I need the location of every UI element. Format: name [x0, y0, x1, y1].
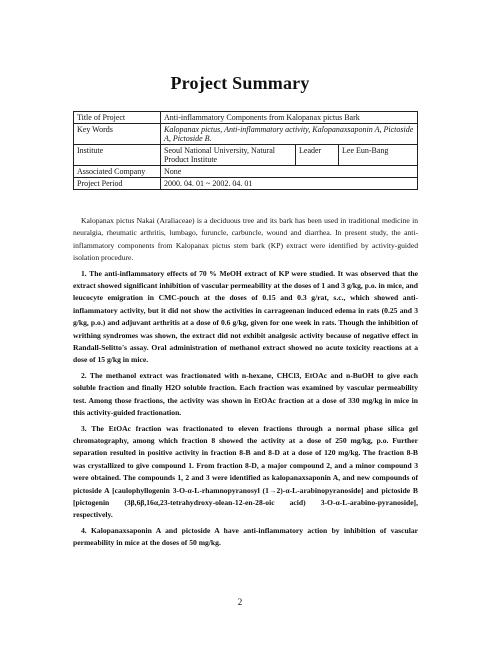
period-label: Project Period	[74, 178, 161, 190]
keywords-label: Key Words	[74, 124, 161, 145]
title-value: Anti-inflammatory Components from Kalopanax pictus Bark	[161, 112, 418, 124]
table-row	[74, 178, 418, 190]
finding-paragraph-4: 4. Kalopanaxsaponin A and pictoside A have anti-inflammatory action by inhibition of vascular permeability in mice at the doses of 50 mg/kg.	[73, 525, 418, 548]
intro-paragraph: Kalopanax pictus Nakai (Araliaceae) is a deciduous tree and its bark has been used in traditional medicine in neuralgia, rheumatic arthritis, lumbago, furuncle, carbuncle, wound and diarrhea. In present study, the anti-inflammatory components from Kalopanax pictus stem bark (KP) extract were identified by activity-guided isolation procedure.	[73, 216, 418, 263]
title-label: Title of Project	[74, 112, 161, 124]
leader-value: Lee Eun-Bang	[339, 145, 418, 166]
period-value: 2000. 04. 01 ~ 2002. 04. 01	[161, 178, 418, 190]
company-value: None	[161, 166, 418, 178]
page-title: Project Summary	[170, 73, 310, 93]
project-summary-table	[73, 111, 418, 190]
summary-body	[73, 215, 418, 553]
table-row	[74, 166, 418, 178]
finding-paragraph-2: 2. The methanol extract was fractionated with n-hexane, CHCl3, EtOAc and n-BuOH to give each soluble fraction and finally H2O soluble fraction. Each fraction was examined by vascular permeability test. Among those fractions, the activity was shown in EtOAc fraction at a dose of 330 mg/kg in mice in this activity-guided fractionation.	[73, 370, 418, 418]
finding-paragraph-1: 1. The anti-inflammatory effects of 70 % MeOH extract of KP were studied. It was observed that the extract showed significant inhibition of vascular permeability at the doses of 1 and 3 g/kg, p.o. in mice, and leucocyte emigration in CMC-pouch at the doses of 0.15 and 0.3 g/rat, s.c., which showed anti-inflammatory activity, but it did not show the activities in carrageenan induced edema in rats (0.25 and 3 g/kg, p.o.) and adjuvant arthritis at a dose of 0.6 g/kg, given for one week in rats. Though the inhibition of writhing syndromes was shown, the extract did not exhibit analgesic activity because of negative effect in Randall-Selitto's assay. Oral administration of methanol extract showed no acute toxicity reactions at a dose of 15 g/kg in mice.	[73, 268, 418, 365]
finding-paragraph-3: 3. The EtOAc fraction was fractionated to eleven fractions through a normal phase silica gel chromatography, among which fraction 8 showed the activity at a dose of 250 mg/kg, p.o. Further separation resulted in positive activity in fraction 8-B and 8-D at a dose of 120 mg/kg. The fraction 8-B was crystallized to give compound 1. From fraction 8-D, a major compound 2, and a minor compound 3 were obtained. The compounds 1, 2 and 3 were identified as kalopanaxsaponin A, and new compounds of pictoside A [caulophyllogenin 3-O-α-L-rhamnopyranosyl (1→2)-α-L-arabinopyranoside] and pictoside B [pictogenin (3β,6β,16α,23-tetrahydroxy-olean-12-en-28-oic acid) 3-O-α-L-arabino-pyranoside], respectively.	[73, 423, 418, 520]
table-row	[74, 112, 418, 124]
page-number: 2	[237, 597, 243, 607]
table-row	[74, 124, 418, 145]
institute-label: Institute	[74, 145, 161, 166]
leader-label: Leader	[296, 145, 339, 166]
company-label: Associated Company	[74, 166, 161, 178]
keywords-value: Kalopanax pictus, Anti-inflammatory activity, Kalopanaxsaponin A, Pictoside A, Pictoside B.	[161, 124, 418, 145]
institute-value: Seoul National University, Natural Product Institute	[161, 145, 296, 166]
table-row	[74, 145, 418, 166]
